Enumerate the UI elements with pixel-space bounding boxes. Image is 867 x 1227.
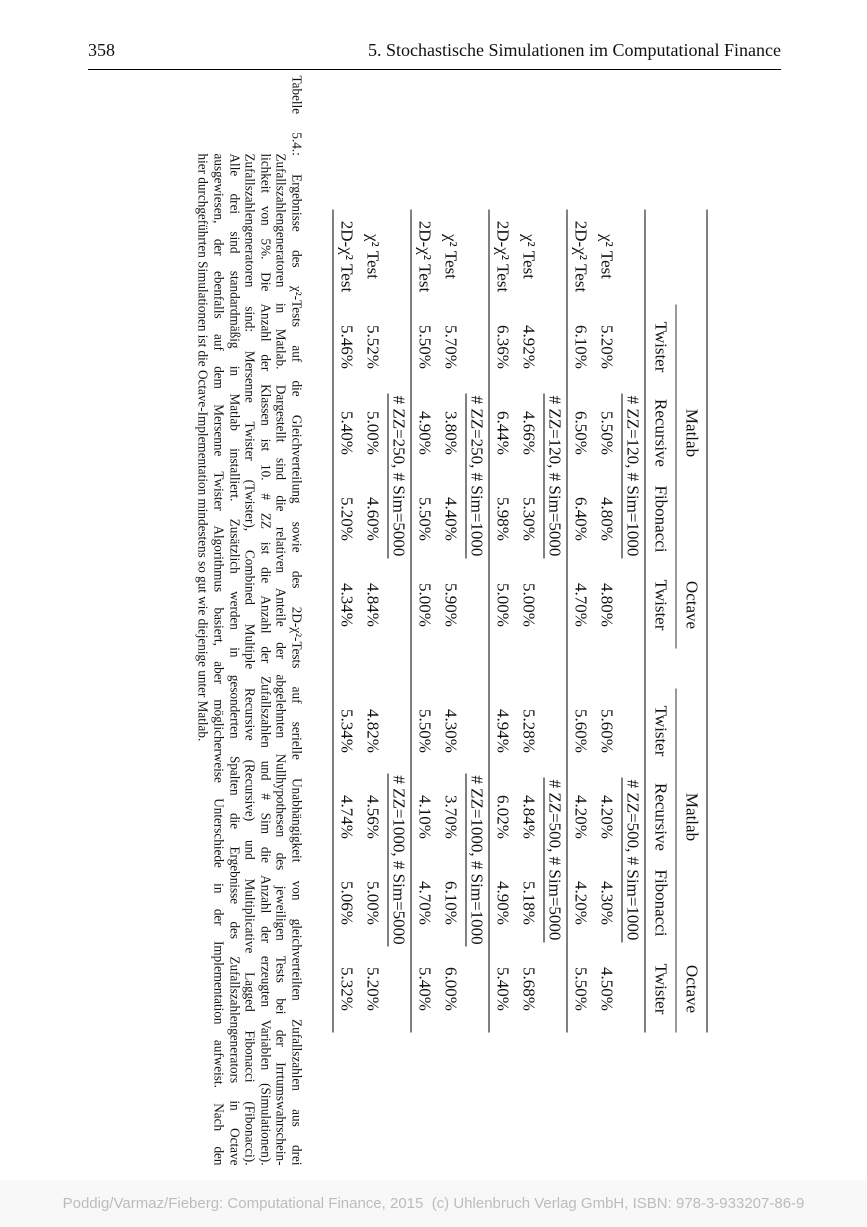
value-cell: 5.98% bbox=[489, 476, 516, 562]
value-cell: 4.10% bbox=[411, 774, 438, 860]
column-header-row bbox=[645, 209, 676, 1032]
rotated-landscape-block bbox=[183, 76, 708, 1166]
value-cell: 4.30% bbox=[441, 709, 461, 753]
col-header: Fibonacci bbox=[645, 860, 676, 946]
value-cell: 5.06% bbox=[333, 860, 360, 946]
chi2-row bbox=[594, 209, 620, 1032]
page-header bbox=[88, 40, 781, 70]
value-cell: 6.44% bbox=[489, 390, 516, 476]
value-cell: 4.60% bbox=[363, 497, 383, 541]
row-label: χ² Test bbox=[597, 234, 617, 279]
value-cell: 5.52% bbox=[363, 325, 383, 369]
value-cell: 4.20% bbox=[567, 774, 594, 860]
col-header: Recursive bbox=[645, 774, 676, 860]
value-cell: 5.20% bbox=[333, 476, 360, 562]
chi2-row bbox=[360, 209, 386, 1032]
value-cell: 5.00% bbox=[489, 562, 516, 648]
value-cell: 3.80% bbox=[441, 411, 461, 455]
caption-line: ausgewiesen, der ebenfalls auf dem Mersenne Twister Algorithmus basiert, aber möglicherweise Unterschiede in der Implementation aufweist. Nach den bbox=[211, 153, 227, 1166]
value-cell: 5.40% bbox=[489, 946, 516, 1032]
section-title-row bbox=[542, 209, 568, 1032]
value-cell: 5.60% bbox=[597, 709, 617, 753]
value-cell: 4.84% bbox=[519, 795, 539, 839]
copyright-footer bbox=[0, 1180, 867, 1227]
value-cell: 4.80% bbox=[597, 497, 617, 541]
value-cell: 4.50% bbox=[597, 967, 617, 1011]
group-header-row bbox=[676, 209, 707, 1032]
caption-line: Tabelle 5.4.: Ergebnisse des χ²-Tests auf die Gleichverteilung sowie des 2D-χ²-Tests auf serielle Unabhängigkeit von gleichverteilten Zufallszahlen aus drei bbox=[289, 75, 305, 1166]
value-cell: 5.50% bbox=[411, 688, 438, 774]
value-cell: 4.84% bbox=[363, 583, 383, 627]
row-label: 2D-χ² Test bbox=[333, 209, 360, 304]
caption-line: Zufallszahlengeneratoren in Matlab. Dargestellt sind die relativen Anteile der abgelehnten Nullhypothesen des jeweiligen Tests bei der Irrtumswahrschein- bbox=[273, 153, 289, 1166]
value-cell: 4.56% bbox=[363, 795, 383, 839]
row-label: 2D-χ² Test bbox=[567, 209, 594, 304]
value-cell: 5.32% bbox=[333, 946, 360, 1032]
value-cell: 4.66% bbox=[519, 411, 539, 455]
value-cell: 4.20% bbox=[597, 795, 617, 839]
value-cell: 5.28% bbox=[519, 709, 539, 753]
value-cell: 4.34% bbox=[333, 562, 360, 648]
col-header: Twister bbox=[645, 562, 676, 648]
row-label: 2D-χ² Test bbox=[489, 209, 516, 304]
value-cell: 4.74% bbox=[333, 774, 360, 860]
value-cell: 5.20% bbox=[363, 967, 383, 1011]
value-cell: 5.30% bbox=[519, 497, 539, 541]
section-title-right: # ZZ=1000, # Sim=1000 bbox=[467, 775, 487, 945]
value-cell: 5.70% bbox=[441, 325, 461, 369]
group-octave-left: Octave bbox=[676, 562, 707, 648]
value-cell: 4.20% bbox=[567, 860, 594, 946]
section-title-row bbox=[620, 209, 646, 1032]
value-cell: 5.60% bbox=[567, 688, 594, 774]
value-cell: 3.70% bbox=[441, 795, 461, 839]
value-cell: 4.40% bbox=[441, 497, 461, 541]
value-cell: 5.00% bbox=[519, 583, 539, 627]
chi2-row bbox=[438, 209, 464, 1032]
value-cell: 4.82% bbox=[363, 709, 383, 753]
caption-line: lichkeit von 5%. Die Anzahl der Klassen ist 10. # ZZ ist die Anzahl der Zufallszahlen und # Sim die Anzahl der erzeugten Variablen (Simulationen). bbox=[258, 153, 274, 1166]
value-cell: 6.00% bbox=[441, 967, 461, 1011]
value-cell: 6.40% bbox=[567, 476, 594, 562]
section-title-right: # ZZ=500, # Sim=5000 bbox=[545, 779, 565, 941]
section-title-row bbox=[386, 209, 412, 1032]
value-cell: 5.50% bbox=[411, 304, 438, 390]
value-cell: 6.02% bbox=[489, 774, 516, 860]
chi2-2d-row bbox=[411, 209, 438, 1032]
value-cell: 5.90% bbox=[441, 583, 461, 627]
page-number: 358 bbox=[88, 40, 115, 60]
value-cell: 5.34% bbox=[333, 688, 360, 774]
section-title-left: # ZZ=250, # Sim=1000 bbox=[467, 395, 487, 557]
section-title-right: # ZZ=1000, # Sim=5000 bbox=[389, 775, 409, 945]
value-cell: 5.40% bbox=[333, 390, 360, 476]
group-matlab-left: Matlab bbox=[676, 304, 707, 562]
copyright-text: Poddig/Varmaz/Fieberg: Computational Finance, 2015 (c) Uhlenbruch Verlag GmbH, ISBN: 978-3-933207-86-9 bbox=[62, 1195, 805, 1212]
col-header: Twister bbox=[645, 688, 676, 774]
results-table bbox=[333, 209, 708, 1032]
value-cell: 4.90% bbox=[489, 860, 516, 946]
chi2-2d-row bbox=[567, 209, 594, 1032]
caption-line: Alle drei sind standardmäßig in Matlab installiert. Zusätzlich werden in gesonderten Spalten die Ergebnisse des Zufallszahlengenerators in Octave bbox=[227, 153, 243, 1166]
value-cell: 4.80% bbox=[597, 583, 617, 627]
col-header: Twister bbox=[645, 946, 676, 1032]
col-header: Fibonacci bbox=[645, 476, 676, 562]
value-cell: 5.50% bbox=[597, 411, 617, 455]
value-cell: 5.18% bbox=[519, 881, 539, 925]
section-title-left: # ZZ=250, # Sim=5000 bbox=[389, 395, 409, 557]
value-cell: 5.40% bbox=[411, 946, 438, 1032]
row-label: χ² Test bbox=[519, 234, 539, 279]
table-caption bbox=[195, 76, 304, 1166]
value-cell: 6.10% bbox=[567, 304, 594, 390]
value-cell: 5.50% bbox=[567, 946, 594, 1032]
chi2-2d-row bbox=[489, 209, 516, 1032]
value-cell: 5.20% bbox=[597, 325, 617, 369]
group-matlab-right: Matlab bbox=[676, 688, 707, 946]
section-title-row bbox=[464, 209, 490, 1032]
col-header: Twister bbox=[645, 304, 676, 390]
col-header: Recursive bbox=[645, 390, 676, 476]
section-title-left: # ZZ=120, # Sim=5000 bbox=[545, 395, 565, 557]
chi2-row bbox=[516, 209, 542, 1032]
caption-line: Zufallszahlengeneratoren sind: Mersenne Twister (Twister), Combined Multiple Recursive (Recursive) und Multiplicative Lagged Fibonacci (Fibonacci). bbox=[242, 153, 258, 1166]
value-cell: 6.10% bbox=[441, 881, 461, 925]
section-title-left: # ZZ=120, # Sim=1000 bbox=[623, 395, 643, 557]
value-cell: 5.00% bbox=[363, 411, 383, 455]
value-cell: 4.94% bbox=[489, 688, 516, 774]
row-label: χ² Test bbox=[363, 234, 383, 279]
value-cell: 5.00% bbox=[363, 881, 383, 925]
value-cell: 4.30% bbox=[597, 881, 617, 925]
row-label: 2D-χ² Test bbox=[411, 209, 438, 304]
value-cell: 4.92% bbox=[519, 325, 539, 369]
chi2-2d-row bbox=[333, 209, 360, 1032]
group-octave-right: Octave bbox=[676, 946, 707, 1032]
value-cell: 5.46% bbox=[333, 304, 360, 390]
caption-line: hier durchgeführten Simulationen ist die Octave-Implementation mindestens so gut wie diejenige unter Matlab. bbox=[195, 153, 211, 742]
value-cell: 4.70% bbox=[411, 860, 438, 946]
value-cell: 5.68% bbox=[519, 967, 539, 1011]
value-cell: 4.90% bbox=[411, 390, 438, 476]
value-cell: 5.50% bbox=[411, 476, 438, 562]
value-cell: 6.50% bbox=[567, 390, 594, 476]
chapter-title: 5. Stochastische Simulationen im Computational Finance bbox=[368, 40, 781, 60]
value-cell: 4.70% bbox=[567, 562, 594, 648]
section-title-right: # ZZ=500, # Sim=1000 bbox=[623, 779, 643, 941]
row-label: χ² Test bbox=[441, 234, 461, 279]
value-cell: 5.00% bbox=[411, 562, 438, 648]
value-cell: 6.36% bbox=[489, 304, 516, 390]
